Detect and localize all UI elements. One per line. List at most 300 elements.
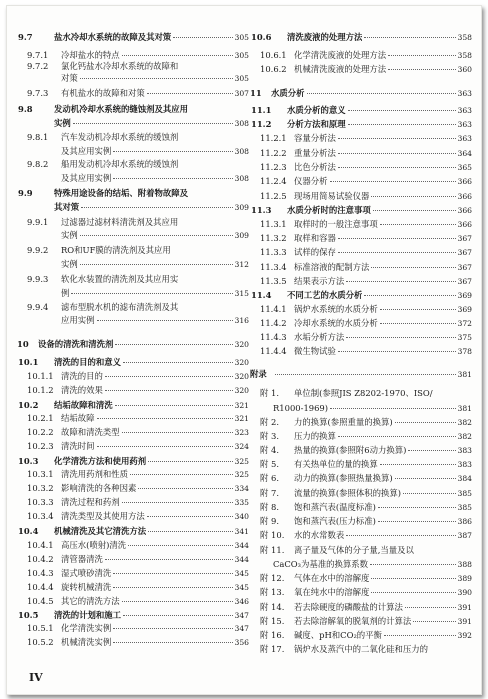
toc-entry-number: 10.3.1 bbox=[27, 469, 54, 479]
toc-entry bbox=[17, 469, 249, 480]
toc-entry bbox=[17, 526, 249, 537]
dot-leader bbox=[371, 196, 455, 197]
toc-entry-number: 11.4.4 bbox=[260, 346, 287, 356]
toc-entry-page: 375 bbox=[457, 333, 472, 342]
toc-entry-page: 341 bbox=[234, 527, 249, 536]
dot-leader bbox=[122, 432, 233, 433]
toc-entry bbox=[250, 431, 472, 442]
dot-leader bbox=[371, 578, 455, 579]
dot-leader bbox=[403, 493, 455, 494]
toc-entry bbox=[250, 318, 472, 329]
toc-entry-number: 9.7 bbox=[18, 32, 33, 42]
toc-entry bbox=[17, 274, 249, 284]
toc-entry-page: 365 bbox=[457, 163, 472, 172]
toc-entry-title: 水质分析 bbox=[271, 88, 305, 98]
toc-entry-page: 308 bbox=[234, 119, 249, 128]
toc-entry bbox=[250, 516, 472, 527]
toc-entry bbox=[250, 630, 472, 641]
toc-entry bbox=[250, 148, 472, 159]
toc-entry-number: 10.4.4 bbox=[27, 582, 54, 592]
toc-entry-page: 347 bbox=[234, 624, 249, 633]
dot-leader bbox=[115, 405, 233, 406]
toc-entry-title: 结垢故障 bbox=[61, 413, 95, 423]
toc-entry-title: 若去除溶解氧的脱氧剂的计算法 bbox=[294, 616, 412, 626]
dot-leader bbox=[113, 573, 232, 574]
dot-leader bbox=[105, 390, 233, 391]
toc-entry-title: 实例 bbox=[61, 259, 78, 269]
dot-leader bbox=[71, 293, 232, 294]
toc-entry bbox=[250, 502, 472, 513]
toc-entry-number: 10.1 bbox=[18, 357, 39, 367]
toc-entry bbox=[17, 159, 249, 169]
toc-entry-number: 10.3 bbox=[18, 456, 39, 466]
dot-leader bbox=[338, 238, 456, 239]
toc-entry-title: 旋转机械清洗 bbox=[61, 582, 112, 592]
toc-entry bbox=[250, 417, 472, 428]
toc-entry-number: 9.9 bbox=[18, 188, 33, 198]
toc-entry-page: 363 bbox=[457, 106, 472, 115]
dot-leader bbox=[378, 507, 456, 508]
toc-entry-number: 11.2.3 bbox=[260, 162, 287, 172]
toc-entry bbox=[250, 64, 472, 75]
toc-entry-title: 及其应用实例 bbox=[61, 173, 112, 183]
toc-entry-title: 水质分析时的注意事项 bbox=[287, 205, 371, 215]
toc-entry bbox=[250, 616, 472, 627]
toc-page bbox=[6, 5, 482, 695]
toc-entry bbox=[250, 262, 472, 273]
dot-leader bbox=[113, 642, 232, 643]
toc-entry bbox=[17, 371, 249, 382]
dot-leader bbox=[370, 564, 455, 565]
toc-entry bbox=[250, 32, 472, 43]
dot-leader bbox=[380, 309, 456, 310]
dot-leader bbox=[371, 267, 455, 268]
toc-entry-title: 其它的清洗方法 bbox=[61, 596, 120, 606]
toc-entry bbox=[250, 88, 472, 99]
dot-leader bbox=[330, 408, 455, 409]
dot-leader bbox=[130, 474, 233, 475]
toc-entry-title: 离子量及气体的分子量,当量及以 bbox=[294, 545, 414, 555]
dot-leader bbox=[346, 337, 455, 338]
toc-entry-title: 清洗的目的 bbox=[61, 371, 103, 381]
toc-entry-title: 汽车发动机冷却水系统的缓蚀剂 bbox=[61, 132, 179, 142]
toc-entry bbox=[250, 276, 472, 287]
toc-entry-title: CaCO₃为基准的换算系数 bbox=[273, 559, 369, 569]
toc-entry-number: 附 1. bbox=[260, 388, 280, 398]
toc-entry-number: 11.1 bbox=[251, 105, 272, 115]
toc-entry-number: 10.4.3 bbox=[27, 568, 54, 578]
dot-leader bbox=[388, 69, 455, 70]
toc-entry bbox=[250, 233, 472, 244]
toc-entry-page: 369 bbox=[457, 305, 472, 314]
toc-entry-page: 366 bbox=[457, 177, 472, 186]
toc-entry-number: 10.3.3 bbox=[27, 497, 54, 507]
toc-entry-number: 附 11. bbox=[260, 545, 285, 555]
toc-entry-title: 清洗的计划和施工 bbox=[54, 610, 121, 620]
toc-entry bbox=[250, 119, 472, 130]
toc-entry-title: 锅炉水及蒸汽中的二氧化硅和压力的 bbox=[294, 644, 428, 654]
toc-entry-number: 附 2. bbox=[260, 417, 280, 427]
toc-entry-number: 10.6.1 bbox=[260, 50, 287, 60]
toc-entry-title: 热量的换算(参照附6动力换算) bbox=[294, 445, 407, 455]
toc-entry-title: 设备的清洗和清洗剂 bbox=[38, 339, 114, 349]
toc-entry-title: 特殊用途设备的结垢、附着物故障及 bbox=[54, 188, 188, 198]
toc-entry-page: 363 bbox=[457, 120, 472, 129]
dot-leader bbox=[138, 488, 232, 489]
toc-entry-number: 10.4 bbox=[18, 526, 39, 536]
dot-leader bbox=[380, 323, 456, 324]
toc-entry bbox=[17, 483, 249, 494]
toc-entry-page: 356 bbox=[234, 638, 249, 647]
toc-entry-title: 化学清洗实例 bbox=[61, 623, 112, 633]
toc-entry-title: 压力的换算 bbox=[294, 431, 336, 441]
dot-leader bbox=[380, 464, 456, 465]
dot-leader bbox=[148, 531, 232, 532]
toc-entry-number: 10 bbox=[17, 339, 29, 349]
toc-entry-title: 微生物试验 bbox=[294, 346, 336, 356]
toc-entry-page: 387 bbox=[457, 531, 472, 540]
toc-entry-page: 308 bbox=[234, 147, 249, 156]
dot-leader bbox=[348, 110, 456, 111]
toc-entry bbox=[17, 540, 249, 551]
toc-entry-number: 附 13. bbox=[260, 587, 285, 597]
toc-entry-number: 9.9.4 bbox=[27, 302, 49, 312]
toc-entry-number: 附 15. bbox=[260, 616, 285, 626]
toc-entry bbox=[17, 217, 249, 227]
toc-entry-page: 335 bbox=[234, 498, 249, 507]
toc-entry-title: 水质分析的意义 bbox=[287, 105, 346, 115]
toc-entry-title: 盐水冷却水系统的故障及其对策 bbox=[54, 32, 172, 42]
toc-entry-number: 10.6.2 bbox=[260, 64, 287, 74]
dot-leader bbox=[128, 545, 232, 546]
toc-entry-number: 附 16. bbox=[260, 630, 285, 640]
toc-entry bbox=[17, 104, 249, 114]
toc-entry bbox=[17, 118, 249, 129]
toc-entry-page: 345 bbox=[234, 583, 249, 592]
toc-entry-number: 附 14. bbox=[260, 602, 285, 612]
toc-entry-title: 有关热单位的量的换算 bbox=[294, 459, 378, 469]
toc-entry bbox=[17, 61, 249, 71]
toc-entry bbox=[250, 219, 472, 230]
toc-entry-page: 347 bbox=[234, 611, 249, 620]
dot-leader bbox=[105, 559, 233, 560]
toc-entry-number: 附 6. bbox=[260, 473, 280, 483]
toc-entry bbox=[17, 302, 249, 312]
dot-leader bbox=[97, 446, 233, 447]
toc-entry-page: 390 bbox=[457, 588, 472, 597]
dot-leader bbox=[408, 450, 455, 451]
toc-entry-number: 9.9.2 bbox=[27, 245, 49, 255]
dot-leader bbox=[122, 601, 233, 602]
toc-entry bbox=[17, 427, 249, 438]
toc-entry-title: 过滤器过滤材料清洗剂及其应用 bbox=[61, 217, 179, 227]
toc-entry-number: 9.7.1 bbox=[27, 50, 49, 60]
toc-entry-number: 11.3 bbox=[251, 205, 272, 215]
toc-entry-title: 机械清洗及其它清洗方法 bbox=[54, 526, 147, 536]
toc-entry-title: 结果表示方法 bbox=[294, 276, 345, 286]
dot-leader bbox=[97, 320, 233, 321]
toc-entry-title: 仪器分析 bbox=[294, 176, 328, 186]
dot-leader bbox=[380, 224, 456, 225]
toc-entry bbox=[250, 403, 472, 414]
toc-entry-page: 344 bbox=[234, 541, 249, 550]
dot-leader bbox=[80, 235, 233, 236]
toc-entry-title: 对策 bbox=[61, 73, 78, 83]
toc-entry bbox=[250, 247, 472, 258]
toc-entry-page: 316 bbox=[234, 316, 249, 325]
toc-entry bbox=[17, 413, 249, 424]
toc-entry-page: 385 bbox=[457, 489, 472, 498]
toc-entry bbox=[250, 587, 472, 598]
toc-entry-page: 309 bbox=[234, 231, 249, 240]
toc-entry-number: 10.2 bbox=[18, 400, 39, 410]
toc-entry-title: 船用发动机冷却水系统的缓蚀剂 bbox=[61, 159, 179, 169]
toc-entry-title: 标准溶液的配制方法 bbox=[294, 262, 370, 272]
toc-entry-title: 实例 bbox=[61, 230, 78, 240]
toc-entry-page: 367 bbox=[457, 277, 472, 286]
toc-entry-page: 366 bbox=[457, 192, 472, 201]
toc-entry-page: 372 bbox=[457, 319, 472, 328]
dot-leader bbox=[113, 178, 232, 179]
dot-leader bbox=[395, 422, 456, 423]
toc-entry-number: 11.3.1 bbox=[260, 219, 287, 229]
toc-entry-title: 例 bbox=[61, 288, 70, 298]
dot-leader bbox=[115, 344, 232, 345]
dot-leader bbox=[147, 516, 233, 517]
dot-leader bbox=[73, 123, 233, 124]
dot-leader bbox=[147, 93, 233, 94]
toc-entry-title: 气体在水中的溶解度 bbox=[294, 573, 370, 583]
toc-entry bbox=[17, 188, 249, 198]
dot-leader bbox=[405, 607, 456, 608]
toc-entry-page: 391 bbox=[457, 617, 472, 626]
toc-entry-title: 有机盐水的故障和对策 bbox=[61, 88, 145, 98]
toc-entry-number: 10.5 bbox=[18, 610, 39, 620]
toc-entry-page: 340 bbox=[234, 512, 249, 521]
toc-entry-title: 影响清洗的各种因素 bbox=[61, 483, 137, 493]
toc-entry-title: 比色分析法 bbox=[294, 162, 336, 172]
toc-entry bbox=[250, 50, 472, 61]
toc-entry bbox=[250, 388, 472, 398]
toc-entry-title: 重量分析法 bbox=[294, 148, 336, 158]
dot-leader bbox=[148, 461, 232, 462]
toc-entry-page: 385 bbox=[457, 503, 472, 512]
toc-entry-page: 383 bbox=[457, 460, 472, 469]
dot-leader bbox=[338, 138, 456, 139]
dot-leader bbox=[122, 502, 233, 503]
toc-entry-title: 碱度、pH和CO₂的平衡 bbox=[294, 630, 382, 640]
toc-entry-page: 367 bbox=[457, 263, 472, 272]
toc-entry-number: 附 3. bbox=[260, 431, 280, 441]
toc-entry-number: 9.9.1 bbox=[27, 217, 49, 227]
toc-entry bbox=[17, 400, 249, 411]
toc-entry-number: 10.5.2 bbox=[27, 637, 54, 647]
toc-entry bbox=[250, 290, 472, 301]
toc-entry-number: 11.3.2 bbox=[260, 233, 287, 243]
toc-entry-number: 附 4. bbox=[260, 445, 280, 455]
toc-entry-title: 水的水常数表 bbox=[294, 530, 345, 540]
toc-entry bbox=[17, 88, 249, 99]
toc-entry-number: 11.4.2 bbox=[260, 318, 287, 328]
toc-entry-title: R1000-1969) bbox=[273, 403, 329, 413]
toc-entry-page: 312 bbox=[234, 260, 249, 269]
dot-leader bbox=[173, 37, 232, 38]
toc-entry-title: 实例 bbox=[54, 118, 71, 128]
toc-entry-title: 清洗的效果 bbox=[61, 385, 103, 395]
toc-entry bbox=[250, 133, 472, 144]
dot-leader bbox=[364, 295, 455, 296]
toc-entry bbox=[250, 473, 472, 484]
toc-entry-number: 11.4.1 bbox=[260, 304, 287, 314]
toc-entry-page: 363 bbox=[457, 89, 472, 98]
toc-entry-title: 故障和清洗类型 bbox=[61, 427, 120, 437]
toc-entry-page: 345 bbox=[234, 569, 249, 578]
toc-entry-number: 10.3.4 bbox=[27, 511, 54, 521]
dot-leader bbox=[113, 151, 232, 152]
toc-entry-number: 9.7.3 bbox=[27, 88, 49, 98]
toc-entry-title: 清洗类型及其使用方法 bbox=[61, 511, 145, 521]
toc-entry bbox=[250, 162, 472, 173]
toc-entry-title: 锅炉水系统的水质分析 bbox=[294, 304, 378, 314]
toc-entry-number: 附 8. bbox=[260, 502, 280, 512]
toc-entry bbox=[250, 459, 472, 470]
toc-entry-title: 应用实例 bbox=[61, 315, 95, 325]
toc-entry-page: 392 bbox=[457, 631, 472, 640]
toc-entry-page: 308 bbox=[234, 174, 249, 183]
toc-entry-page: 315 bbox=[234, 289, 249, 298]
dot-leader bbox=[338, 167, 456, 168]
toc-entry-title: 化学清洗废液的处理方法 bbox=[294, 50, 387, 60]
toc-entry bbox=[250, 545, 472, 555]
dot-leader bbox=[338, 436, 456, 437]
dot-leader bbox=[373, 210, 456, 211]
toc-entry-page: 323 bbox=[234, 428, 249, 437]
toc-entry-page: 307 bbox=[234, 89, 249, 98]
toc-entry-title: 试样的保存 bbox=[294, 247, 336, 257]
toc-entry-number: 附 7. bbox=[260, 488, 280, 498]
toc-entry-number: 10.2.2 bbox=[27, 427, 54, 437]
toc-entry-page: 325 bbox=[234, 457, 249, 466]
toc-entry-title: 机械清洗废液的处理方法 bbox=[294, 64, 387, 74]
dot-leader bbox=[113, 628, 232, 629]
toc-entry bbox=[17, 73, 249, 84]
toc-entry-number: 11.4 bbox=[251, 290, 272, 300]
toc-entry-page: 363 bbox=[457, 134, 472, 143]
toc-entry-number: 附录 bbox=[250, 369, 267, 379]
toc-entry-page: 309 bbox=[234, 203, 249, 212]
toc-entry bbox=[250, 176, 472, 187]
toc-entry-page: 383 bbox=[457, 446, 472, 455]
toc-entry bbox=[17, 568, 249, 579]
toc-entry-title: 其对策 bbox=[54, 202, 80, 212]
toc-entry-number: 11.3.3 bbox=[260, 247, 287, 257]
toc-entry bbox=[17, 230, 249, 241]
toc-entry-number: 11.2.4 bbox=[260, 176, 287, 186]
toc-entry-title: 结垢故障和清洗 bbox=[54, 400, 113, 410]
toc-entry-number: 9.7.2 bbox=[27, 61, 49, 71]
toc-entry bbox=[250, 332, 472, 343]
toc-entry-number: 9.9.3 bbox=[27, 274, 49, 284]
toc-entry-title: 氧在纯水中的溶解度 bbox=[294, 587, 370, 597]
toc-entry bbox=[250, 573, 472, 584]
toc-entry bbox=[17, 245, 249, 255]
toc-entry bbox=[17, 146, 249, 157]
toc-entry bbox=[17, 357, 249, 368]
toc-entry bbox=[17, 173, 249, 184]
toc-entry-title: 清洗时间 bbox=[61, 441, 95, 451]
dot-leader bbox=[330, 181, 456, 182]
toc-entry-page: 381 bbox=[457, 370, 472, 379]
toc-entry-page: 325 bbox=[234, 470, 249, 479]
toc-entry-title: 不同工艺的水质分析 bbox=[287, 290, 363, 300]
toc-entry-title: 容量分析法 bbox=[294, 133, 336, 143]
toc-entry-number: 10.2.1 bbox=[27, 413, 54, 423]
toc-entry-number: 附 12. bbox=[260, 573, 285, 583]
toc-entry-number: 附 17. bbox=[260, 644, 285, 654]
toc-entry bbox=[17, 582, 249, 593]
toc-entry-page: 305 bbox=[234, 51, 249, 60]
dot-leader bbox=[338, 153, 456, 154]
dot-leader bbox=[80, 78, 233, 79]
toc-entry bbox=[17, 456, 249, 467]
toc-entry bbox=[250, 559, 472, 570]
toc-entry bbox=[17, 610, 249, 621]
dot-leader bbox=[371, 592, 455, 593]
toc-entry-title: 动力的换算(参照热量换算) bbox=[294, 473, 393, 483]
toc-entry bbox=[17, 511, 249, 522]
toc-entry-page: 369 bbox=[457, 291, 472, 300]
toc-entry-page: 381 bbox=[457, 404, 472, 413]
dot-leader bbox=[122, 55, 233, 56]
toc-entry bbox=[17, 50, 249, 61]
toc-entry bbox=[250, 602, 472, 613]
toc-entry-number: 11.2.1 bbox=[260, 133, 287, 143]
toc-entry bbox=[17, 441, 249, 452]
toc-entry-title: 冷却盐水的特点 bbox=[61, 50, 120, 60]
toc-entry-page: 358 bbox=[457, 51, 472, 60]
toc-entry-title: 取样和容器 bbox=[294, 233, 336, 243]
toc-entry bbox=[250, 304, 472, 315]
toc-entry-number: 11.3.4 bbox=[260, 262, 287, 272]
dot-leader bbox=[388, 55, 455, 56]
toc-entry-title: RO和UF膜的清洗剂及其应用 bbox=[61, 245, 171, 255]
toc-entry-number: 10.4.5 bbox=[27, 596, 54, 606]
toc-entry-number: 附 5. bbox=[260, 459, 280, 469]
toc-entry-title: 高压水(喷射)清洗 bbox=[61, 540, 127, 550]
dot-leader bbox=[413, 621, 455, 622]
dot-leader bbox=[123, 615, 233, 616]
toc-entry-number: 11.2.2 bbox=[260, 148, 287, 158]
toc-entry-title: 取样时的一般注意事项 bbox=[294, 219, 378, 229]
toc-entry-page: 367 bbox=[457, 248, 472, 257]
toc-entry-title: 若去除硬度的磷酸盐的计算法 bbox=[294, 602, 403, 612]
toc-entry-page: 320 bbox=[234, 340, 249, 349]
toc-entry-title: 力的换算(参照重量的换算) bbox=[294, 417, 393, 427]
toc-entry-title: 机械清洗实例 bbox=[61, 637, 112, 647]
dot-leader bbox=[275, 374, 456, 375]
toc-entry-page: 378 bbox=[457, 347, 472, 356]
toc-entry-title: 分析方法和原理 bbox=[287, 119, 346, 129]
toc-entry-page: 321 bbox=[234, 401, 249, 410]
toc-entry bbox=[17, 637, 249, 648]
toc-entry-page: 360 bbox=[457, 65, 472, 74]
dot-leader bbox=[378, 521, 456, 522]
toc-entry-page: 384 bbox=[457, 474, 472, 483]
toc-entry-title: 软化水装置的清洗剂及其应用实 bbox=[61, 274, 179, 284]
toc-entry-page: 334 bbox=[234, 484, 249, 493]
dot-leader bbox=[346, 535, 455, 536]
toc-entry bbox=[17, 315, 249, 326]
